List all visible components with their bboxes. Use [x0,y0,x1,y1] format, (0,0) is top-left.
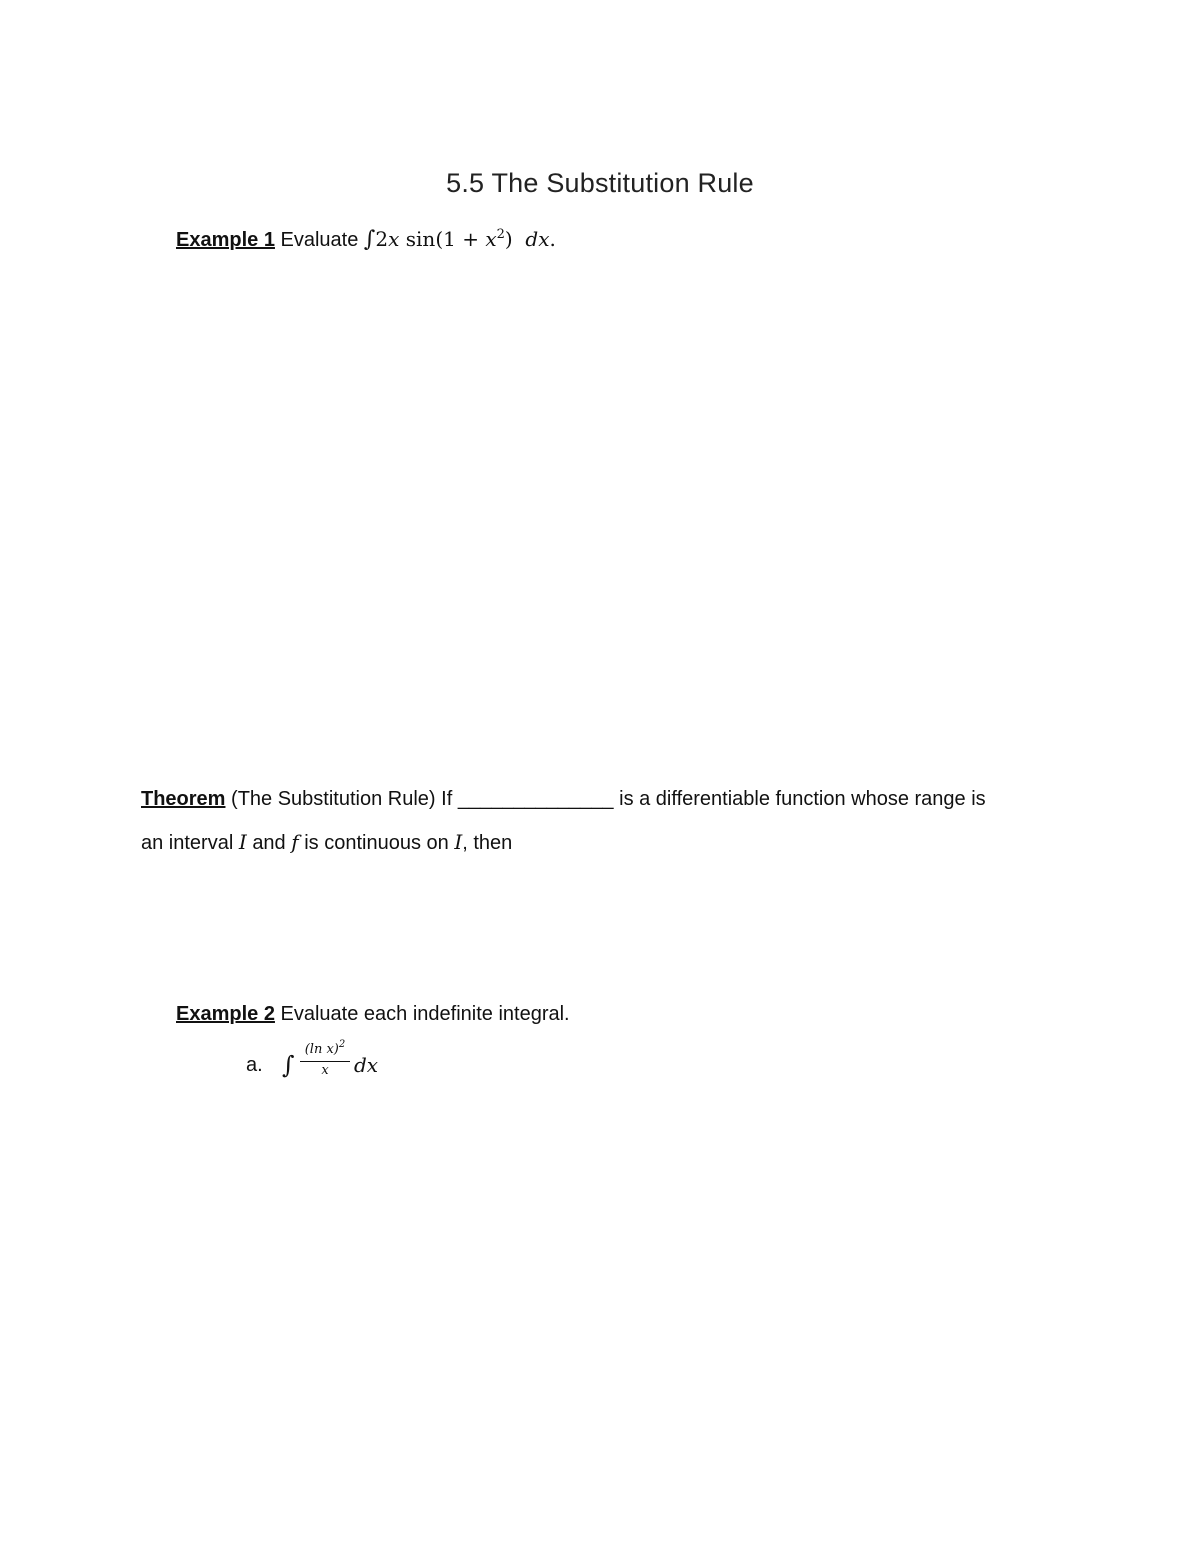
variable-x: x [388,227,400,251]
theorem-var-I-2: I [454,830,463,854]
differential: dx [525,227,550,251]
example-1-label: Example 1 [176,229,275,251]
fraction-denominator: x [321,1063,329,1078]
numerator-exponent: 2 [338,1039,346,1050]
example-1 [176,225,556,254]
theorem-text-2c: is continuous on [304,832,449,854]
theorem-name: (The Substitution Rule) [231,788,436,810]
theorem-text-1: is a differentiable function whose range is [619,788,986,810]
open-paren: ( [435,227,444,251]
coefficient: 2 [375,227,389,251]
fraction [300,1040,350,1080]
exponent: 2 [496,227,505,242]
theorem-line-2 [141,828,512,857]
theorem-blank: ______________ [457,788,614,810]
theorem-if: If [441,788,453,810]
theorem-text-2b: and [252,832,286,854]
theorem-line-1 [141,785,986,813]
theorem-var-I: I [238,830,247,854]
inner-constant: 1 + [443,227,486,251]
theorem-text-2d: , then [462,832,513,854]
example-2-label: Example 2 [176,1003,275,1025]
theorem-var-f: f [291,830,299,854]
fraction-numerator [300,1040,350,1062]
close-paren: ) [504,227,513,251]
numerator-text: (ln x) [304,1042,339,1057]
example-2-prompt: Evaluate each indefinite integral. [280,1003,570,1025]
differential: dx [354,1053,379,1077]
example-2 [176,1000,570,1028]
sin-function: sin [405,227,436,251]
integral-sign: ∫ [282,1051,295,1079]
inner-variable-x: x [485,227,497,251]
page-title: 5.5 The Substitution Rule [446,168,754,198]
period: . [549,227,556,251]
integral-sign: ∫ [363,227,376,252]
theorem-text-2a: an interval [141,832,234,854]
example-1-prompt: Evaluate [280,229,359,251]
part-letter: a. [246,1054,263,1076]
theorem-label: Theorem [141,788,226,810]
example-1-integral [364,227,556,251]
